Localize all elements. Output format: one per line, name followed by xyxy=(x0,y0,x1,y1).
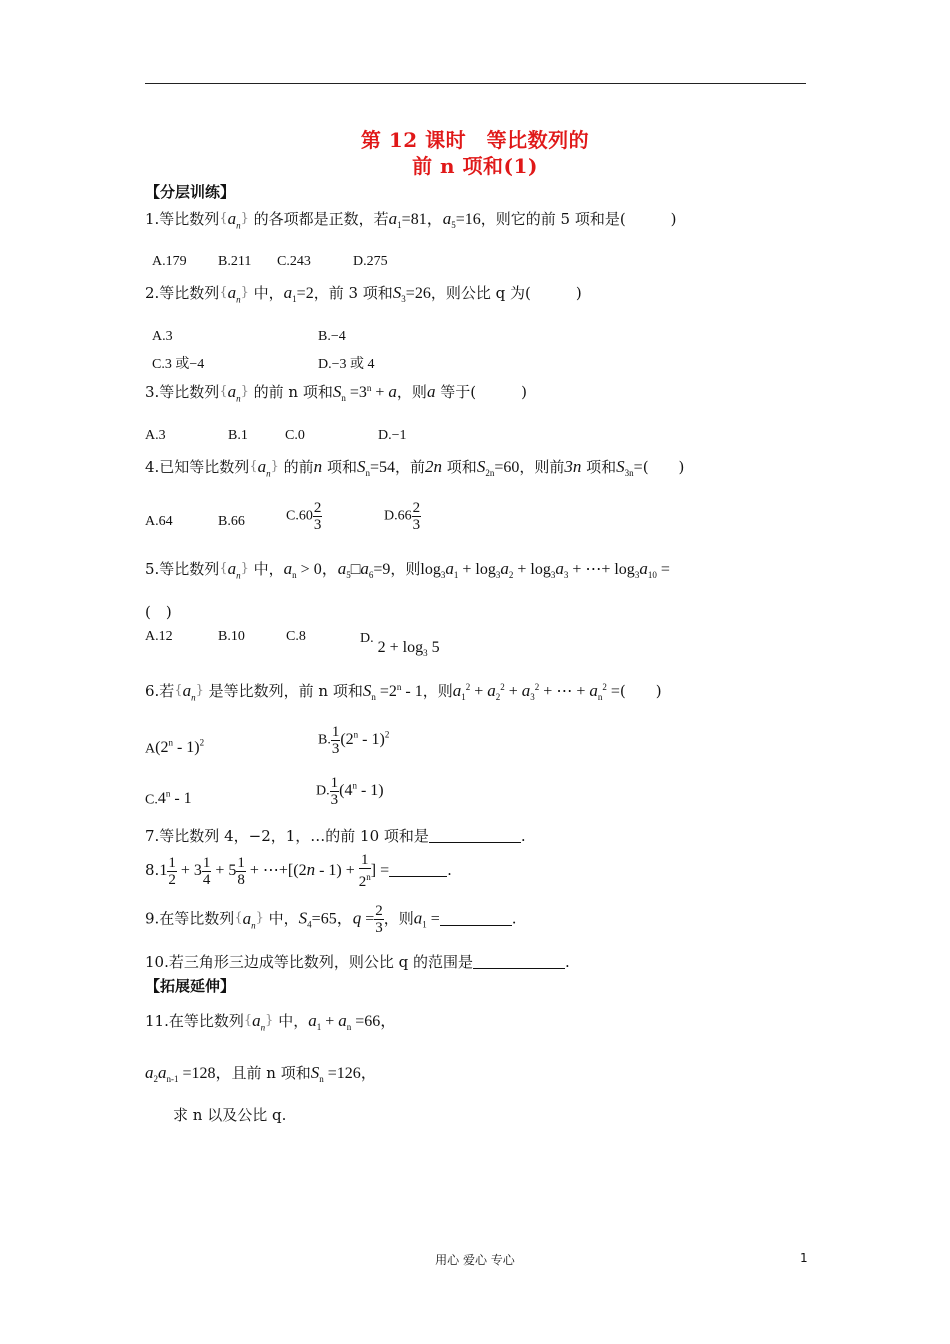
brace: { xyxy=(234,910,243,926)
q8-text: 8. xyxy=(145,861,160,879)
fraction-half: $\frac{1}{2}$ xyxy=(168,854,176,888)
fraction-one-over-2n: $\frac{1}{2^n}$ xyxy=(358,852,371,890)
q4-option-d-label: D.66 xyxy=(384,508,412,524)
q5-answer-paren: ( ) xyxy=(145,603,172,621)
brace: } xyxy=(240,561,249,576)
brace: { xyxy=(219,211,228,226)
brace: { xyxy=(174,683,183,698)
brace: { xyxy=(243,1013,253,1028)
q2-option-c: C.3 或−4 xyxy=(152,357,205,372)
brace: } xyxy=(240,384,249,399)
q5-mid: 中， xyxy=(253,560,284,578)
q4-mid6: 项和 xyxy=(586,458,617,476)
fraction-quarter: $\frac{1}{4}$ xyxy=(202,854,211,888)
brace: { xyxy=(219,384,228,399)
q6-option-b-label: B. xyxy=(318,732,331,748)
q10-end: . xyxy=(565,953,570,971)
q6-option-c: C.4$^n$ - 1 xyxy=(145,789,192,808)
question-3: 3.等比数列$\{a_n\}$ 的前 n 项和$S_n =3^n + a$，则a 等于( ) xyxy=(145,382,527,404)
question-11-line3: 求 n 以及公比 q. xyxy=(173,1106,287,1124)
q9-text: 9.在等比数列 xyxy=(145,909,235,928)
question-1: 1.等比数列$\{a_n\}$ 的各项都是正数，若$a_1=81$，$a_5=16$，则它的前 5 项和是( ) xyxy=(145,209,677,231)
q6-text: 6.若 xyxy=(145,682,175,700)
brace: } xyxy=(195,683,204,698)
page-number: 1 xyxy=(800,1251,808,1265)
brace: { xyxy=(219,561,228,576)
q6-option-b: B. $\frac{1}{3}$ (2$^n$ - 1)$^2$ xyxy=(318,724,390,757)
q4-option-c xyxy=(286,500,322,533)
q1-option-c: C.243 xyxy=(277,254,311,269)
answer-blank[interactable] xyxy=(440,911,512,926)
q6-mid2: ，则 xyxy=(422,682,453,700)
q3-end: 等于( ) xyxy=(440,383,527,401)
answer-blank[interactable] xyxy=(473,954,565,969)
q10-text: 10.若三角形三边成等比数列，则公比 q 的范围是 xyxy=(145,953,473,971)
q4-option-b: B.66 xyxy=(218,514,245,529)
q4-mid3: ，前 xyxy=(395,458,426,476)
q6-end: ( ) xyxy=(619,682,662,700)
q3-mid: 的前 n 项和 xyxy=(253,383,333,401)
q3-option-d: D.−1 xyxy=(378,428,407,443)
q6-option-d-label: D. xyxy=(316,783,330,799)
question-10 xyxy=(145,951,570,972)
question-2: 2.等比数列$\{a_n\}$ 中，$a_1=2$，前 3 项和$S_3=26$，则公比 q 为( ) xyxy=(145,283,582,305)
q2-option-a: A.3 xyxy=(152,329,173,344)
q2-option-d: D.−3 或 4 xyxy=(318,357,375,372)
q5-option-c: C.8 xyxy=(286,629,306,644)
q6-option-a: A(2$^n$ - 1)$^2$ xyxy=(145,738,205,757)
q11-line2-mid: 且前 n 项和 xyxy=(231,1064,311,1082)
brace: } xyxy=(240,285,249,300)
answer-blank[interactable] xyxy=(389,862,447,877)
q4-text: 4.已知等比数列 xyxy=(145,458,250,476)
q9-end: . xyxy=(511,909,517,928)
q4-mid: 的前 xyxy=(283,458,314,476)
question-5: 5.等比数列$\{a_n\}$ 中，$a_n > 0$，$a_5□a_6=9$，则$\log_3a_1 + \log_3a_2 + \log_3a_3$ + ⋯+ $\log_3a_{10}$ = xyxy=(145,559,670,581)
q3-text: 3.等比数列 xyxy=(145,383,220,401)
page-title: 第 12 课时 等比数列的 xyxy=(360,128,590,152)
brace: { xyxy=(219,285,228,300)
q2-end: ，则公比 q 为( ) xyxy=(430,284,582,302)
q1-option-b: B.211 xyxy=(218,254,252,269)
question-11: 11.在等比数列$\{a_n\}$ 中，$a_1 + a_n =66$， xyxy=(145,1011,397,1033)
question-11-line2: $a_2a_{n-1} =128$，且前 n 项和$S_n =126$， xyxy=(145,1063,377,1084)
question-4: 4.已知等比数列$\{a_n\}$ 的前n 项和$S_n=54$，前2n 项和$S_{2n}=60$，则前3n 项和$S_{3n}=$( ) xyxy=(145,457,685,479)
fraction-one-third: $\frac{1}{3}$ xyxy=(331,724,340,757)
q6-option-a-label: A xyxy=(145,741,156,757)
brace: } xyxy=(270,459,279,474)
q1-end: ，则它的前 5 项和是( ) xyxy=(480,210,677,228)
brace: } xyxy=(240,211,249,226)
q7-text: 7.等比数列 4，−2，1，…的前 10 项和是 xyxy=(145,827,429,845)
q8-end: . xyxy=(447,861,452,879)
brace: { xyxy=(249,459,258,474)
section-heading-training: 【分层训练】 xyxy=(145,183,236,201)
q3-mid2: ，则 xyxy=(396,383,427,401)
brace: } xyxy=(255,910,264,926)
q9-mid2: ，则 xyxy=(383,909,414,928)
section-heading-extension: 【拓展延伸】 xyxy=(145,977,236,995)
q4-mid2: 项和 xyxy=(326,458,357,476)
q3-option-a: A.3 xyxy=(145,428,166,443)
q4-option-a: A.64 xyxy=(145,514,173,529)
q1-mid: 的各项都是正数，若 xyxy=(253,210,389,228)
q2-text: 2.等比数列 xyxy=(145,284,220,302)
page-subtitle: 前 n 项和(1) xyxy=(412,154,538,178)
q7-end: . xyxy=(520,827,526,845)
page-footer: 用心 爱心 专心 xyxy=(435,1253,515,1267)
brace: } xyxy=(265,1013,274,1028)
fraction-two-thirds: $\frac{2}{3}$ xyxy=(313,500,322,533)
q4-mid4: 项和 xyxy=(446,458,477,476)
q4-end: ( ) xyxy=(642,458,685,476)
q1-option-a: A.179 xyxy=(152,254,187,269)
q4-mid5: ，则前 xyxy=(519,458,565,476)
q5-option-a: A.12 xyxy=(145,629,173,644)
q1-text: 1.等比数列 xyxy=(145,210,220,228)
question-6: 6.若$\{a_n\}$ 是等比数列，前 n 项和$S_n =2^n - 1$，则$a_1^2 + a_2^2 + a_3^2$ + ⋯ + $a_n^2$ =( ) xyxy=(145,681,662,703)
question-7 xyxy=(145,825,526,846)
q5-option-d-label: D. xyxy=(360,631,374,646)
q2-mid: 中， xyxy=(253,284,284,302)
q11-text: 11.在等比数列 xyxy=(145,1012,244,1030)
q6-option-d: D. $\frac{1}{3}$ (4$^n$ - 1) xyxy=(316,775,384,808)
fraction-eighth: $\frac{1}{8}$ xyxy=(237,854,245,888)
q5-option-d: $D.2 + \log_3 5$ xyxy=(360,631,440,659)
answer-blank[interactable] xyxy=(429,828,521,843)
header-rule xyxy=(145,83,806,84)
fraction-one-third: $\frac{1}{3}$ xyxy=(330,775,339,808)
q6-mid: 是等比数列，前 n 项和 xyxy=(208,682,363,700)
q4-option-c-label: C.60 xyxy=(286,508,313,524)
q6-option-c-label: C. xyxy=(145,792,158,808)
q9-mid: 中， xyxy=(268,909,299,928)
fraction-two-thirds: $\frac{2}{3}$ xyxy=(412,500,421,533)
q3-option-c: C.0 xyxy=(285,428,305,443)
q11-mid: 中， xyxy=(278,1012,309,1030)
fraction-two-thirds: $\frac{2}{3}$ xyxy=(375,903,383,936)
q2-mid2: ，前 3 项和 xyxy=(313,284,393,302)
q5-text: 5.等比数列 xyxy=(145,560,220,578)
question-9: 9.在等比数列$\{a_n\}$ 中，$S_4=65$，q = $\frac{2}{3}$ ，则$a_1$ = . xyxy=(145,903,517,936)
question-8: 8.1 $\frac{1}{2}$ + 3 $\frac{1}{4}$ + 5 $\frac{1}{8}$ + ⋯+[(2n - 1) + $\frac{1}{2^n}$ ] = . xyxy=(145,852,452,890)
q2-option-b: B.−4 xyxy=(318,329,346,344)
q3-option-b: B.1 xyxy=(228,428,248,443)
q5-mid2: ，则 xyxy=(390,560,421,578)
q4-option-d xyxy=(384,500,421,533)
q1-option-d: D.275 xyxy=(353,254,388,269)
q5-option-b: B.10 xyxy=(218,629,245,644)
